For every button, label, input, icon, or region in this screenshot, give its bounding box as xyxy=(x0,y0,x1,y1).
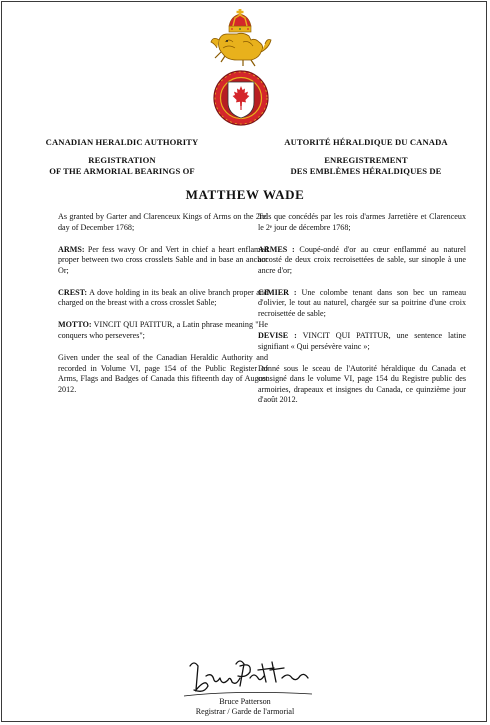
seal-paragraph-en: Given under the seal of the Canadian Heraldic Authority and recorded in Volume VI, page 154 of the Public Register of Arms, Flags and Badges of Canada this fifteenth day of August 2012. xyxy=(58,352,268,394)
english-column xyxy=(58,212,268,407)
seal-paragraph-fr: Donné sous le sceau de l'Autorité héraldique du Canada et consigné dans le volume VI, page 154 du Registre public des armoiries, drapeaux et insignes du Canada, ce quinzième jour d'août 2012. xyxy=(258,363,466,405)
grant-paragraph-en: As granted by Garter and Clarenceux Kings of Arms on the 2nd day of December 1768; xyxy=(58,212,268,232)
signatory-name: Bruce Patterson xyxy=(219,697,271,706)
registration-title-fr xyxy=(256,155,476,177)
signature-graphic xyxy=(178,656,318,698)
motto-text-fr: VINCIT QUI PATITUR, une sentence latine signifiant « Qui persévère vainc »; xyxy=(258,330,466,351)
arms-label-fr: ARMES : xyxy=(258,244,295,254)
arms-paragraph-en xyxy=(58,245,268,277)
crest-text-en: A dove holding in its beak an olive branch proper and charged on the breast with a cross crosslet Sable; xyxy=(58,287,268,308)
registration-line2-fr: DES EMBLÈMES HÉRALDIQUES DE xyxy=(290,166,442,176)
recipient-name: MATTHEW WADE xyxy=(185,187,305,202)
canadian-heraldic-authority-emblem xyxy=(207,8,275,132)
motto-paragraph-fr xyxy=(258,331,466,352)
crest-text-fr: Une colombe tenant dans son bec un rameau d'olivier, le tout au naturel, chargée sur sa poitrine d'une croix recroisettée de sable; xyxy=(258,287,466,318)
authority-name-en: CANADIAN HERALDIC AUTHORITY xyxy=(45,137,199,147)
motto-label-fr: DEVISE : xyxy=(258,330,297,340)
motto-paragraph-en xyxy=(58,320,268,341)
crest-label-en: CREST: xyxy=(58,287,88,297)
arms-label-en: ARMS: xyxy=(58,244,85,254)
arms-text-fr: Coupé-ondé d'or au cœur enflammé au naturel accosté de deux croix recroisettées de sable, sur sinople à une ancre d'or; xyxy=(258,244,466,275)
registration-line1-fr: ENREGISTREMENT xyxy=(324,155,408,165)
crest-label-fr: CIMIER : xyxy=(258,287,297,297)
arms-text-en: Per fess wavy Or and Vert in chief a heart enflamed proper between two cross crosslets Sable and in base an anchor Or; xyxy=(58,244,268,275)
crown-icon xyxy=(229,9,251,32)
signatory-title: Registrar / Garde de l'armorial xyxy=(195,707,295,716)
french-header xyxy=(256,137,476,177)
french-column xyxy=(258,212,466,417)
motto-text-en: VINCIT QUI PATITUR, a Latin phrase meaning "He conquers who perseveres"; xyxy=(58,320,268,340)
grant-paragraph-fr: Tels que concédés par les rois d'armes Jarretière et Clarenceux le 2ᵉ jour de décembre 1768; xyxy=(258,212,466,232)
registration-title-en xyxy=(12,155,232,177)
english-header xyxy=(12,137,232,177)
lion-icon xyxy=(211,33,271,66)
registration-line1-en: REGISTRATION xyxy=(88,155,156,165)
crest-paragraph-en xyxy=(58,288,268,309)
motto-label-en: MOTTO: xyxy=(58,320,92,330)
crest-paragraph-fr xyxy=(258,288,466,320)
registration-line2-en: OF THE ARMORIAL BEARINGS OF xyxy=(49,166,195,176)
authority-name-fr: AUTORITÉ HÉRALDIQUE DU CANADA xyxy=(284,137,448,147)
registration-document xyxy=(1,1,487,722)
maple-leaf-shield-icon xyxy=(214,71,268,125)
arms-paragraph-fr xyxy=(258,245,466,277)
